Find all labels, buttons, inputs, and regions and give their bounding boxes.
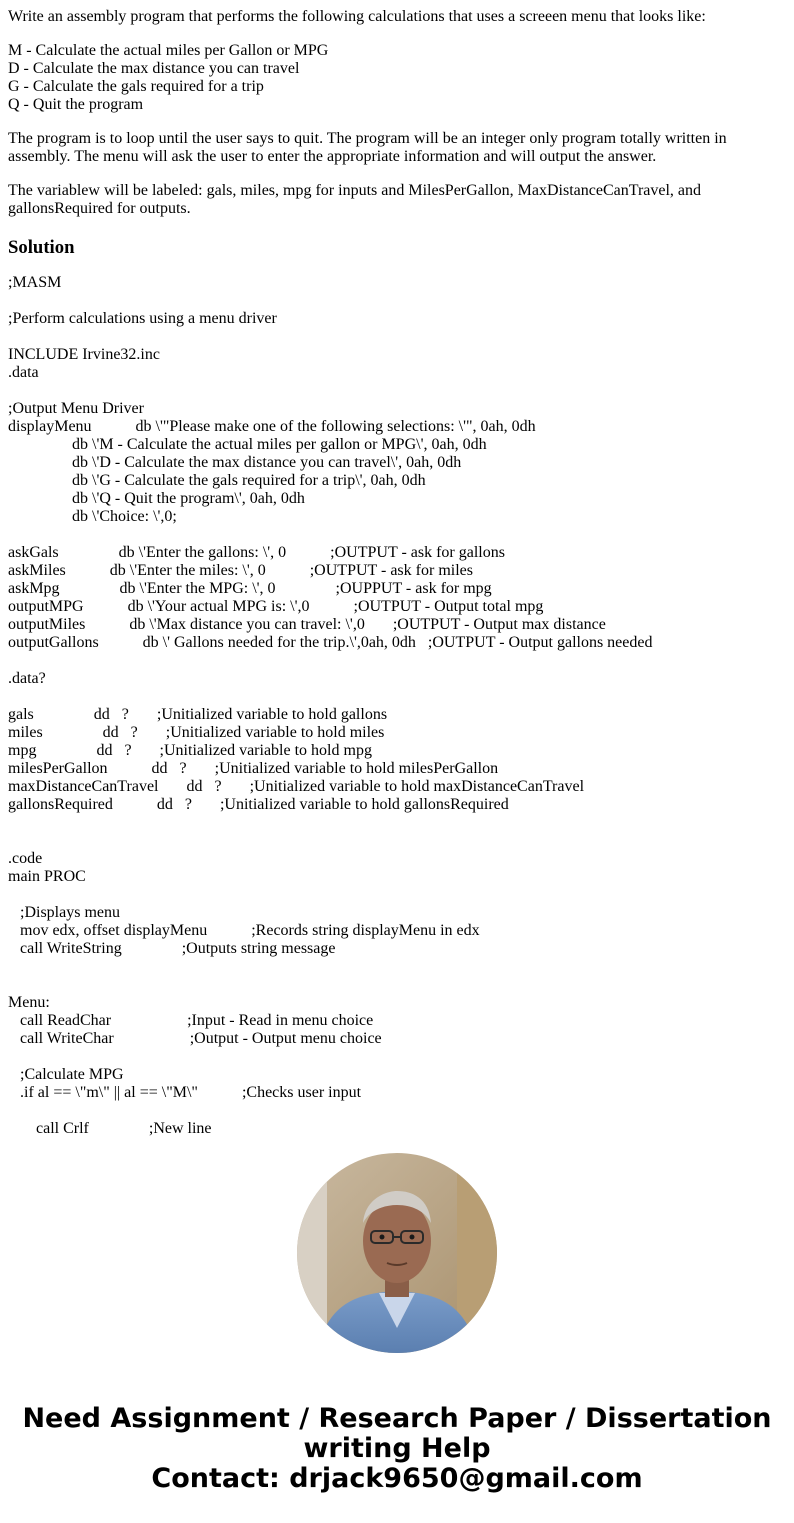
code-line	[8, 814, 786, 832]
code-line: outputMPG db \'Your actual MPG is: \',0 ;OUTPUT - Output total mpg	[8, 598, 544, 615]
code-line: INCLUDE Irvine32.inc	[8, 346, 160, 363]
code-line: .code	[8, 850, 43, 867]
document	[8, 8, 786, 1138]
help-banner-line1: Need Assignment / Research Paper / Dissertation	[22, 1403, 772, 1434]
code-line: milesPerGallon dd ? ;Unitialized variable to hold milesPerGallon	[8, 760, 499, 777]
code-line: Menu:	[8, 994, 50, 1011]
code-line: askGals db \'Enter the gallons: \', 0 ;OUTPUT - ask for gallons	[8, 544, 505, 561]
code-line: call WriteString ;Outputs string message	[8, 940, 336, 957]
menu-item-m: M - Calculate the actual miles per Gallon or MPG	[8, 42, 329, 59]
code-line: mov edx, offset displayMenu ;Records string displayMenu in edx	[8, 922, 480, 939]
code-line: ;Output Menu Driver	[8, 400, 144, 417]
question-paragraph-variables: The variablew will be labeled: gals, miles, mpg for inputs and MilesPerGallon, MaxDistanceCanTravel, and gallonsRequired for outputs.	[8, 182, 702, 217]
code-line: mpg dd ? ;Unitialized variable to hold mpg	[8, 742, 372, 759]
code-line: .if al == \"m\" || al == \"M\" ;Checks user input	[8, 1084, 362, 1101]
code-line	[8, 1048, 786, 1066]
code-line: askMpg db \'Enter the MPG: \', 0 ;OUPPUT - ask for mpg	[8, 580, 492, 597]
code-line: outputMiles db \'Max distance you can travel: \',0 ;OUTPUT - Output max distance	[8, 616, 606, 633]
code-line	[8, 382, 786, 400]
question-intro: Write an assembly program that performs the following calculations that uses a screeen menu that looks like:	[8, 8, 706, 25]
person-photo-icon	[297, 1153, 497, 1353]
code-line: gals dd ? ;Unitialized variable to hold gallons	[8, 706, 388, 723]
code-line	[8, 688, 786, 706]
menu-item-d: D - Calculate the max distance you can travel	[8, 60, 300, 77]
code-line: call WriteChar ;Output - Output menu choice	[8, 1030, 382, 1047]
code-line: outputGallons db \' Gallons needed for the trip.\',0ah, 0dh ;OUTPUT - Output gallons needed	[8, 634, 653, 651]
code-line: .data	[8, 364, 39, 381]
code-line: db \'Choice: \',0;	[8, 508, 177, 525]
code-line: db \'G - Calculate the gals required for a trip\', 0ah, 0dh	[8, 472, 426, 489]
menu-item-q: Q - Quit the program	[8, 96, 144, 113]
code-line	[8, 292, 786, 310]
code-line: db \'D - Calculate the max distance you can travel\', 0ah, 0dh	[8, 454, 462, 471]
code-line	[8, 886, 786, 904]
question-paragraph-loop: The program is to loop until the user says to quit. The program will be an integer only program totally written in assembly. The menu will ask the user to enter the appropriate information and will output the answer.	[8, 130, 727, 165]
code-line	[8, 652, 786, 670]
code-line	[8, 976, 786, 994]
code-line	[8, 832, 786, 850]
code-line: call ReadChar ;Input - Read in menu choice	[8, 1012, 374, 1029]
code-line: call Crlf ;New line	[8, 1120, 212, 1137]
code-line: ;Calculate MPG	[8, 1066, 124, 1083]
code-line: ;Displays menu	[8, 904, 120, 921]
code-line: gallonsRequired dd ? ;Unitialized variable to hold gallonsRequired	[8, 796, 509, 813]
code-line	[8, 958, 786, 976]
code-line: miles dd ? ;Unitialized variable to hold miles	[8, 724, 385, 741]
code-line: displayMenu db \'"Please make one of the following selections: \'", 0ah, 0dh	[8, 418, 536, 435]
code-line: .data?	[8, 670, 46, 687]
code-line	[8, 1102, 786, 1120]
menu-list	[8, 42, 786, 114]
solution-heading: Solution	[8, 237, 75, 258]
solution-code	[8, 274, 786, 1138]
code-line: askMiles db \'Enter the miles: \', 0 ;OUTPUT - ask for miles	[8, 562, 473, 579]
help-banner	[0, 1404, 794, 1494]
code-line: ;Perform calculations using a menu driver	[8, 310, 277, 327]
help-banner-line2: writing Help	[303, 1433, 491, 1464]
code-line	[8, 526, 786, 544]
code-line: main PROC	[8, 868, 86, 885]
code-line: db \'Q - Quit the program\', 0ah, 0dh	[8, 490, 305, 507]
code-line: maxDistanceCanTravel dd ? ;Unitialized variable to hold maxDistanceCanTravel	[8, 778, 585, 795]
code-line: ;MASM	[8, 274, 62, 291]
menu-item-g: G - Calculate the gals required for a trip	[8, 78, 264, 95]
code-line: db \'M - Calculate the actual miles per gallon or MPG\', 0ah, 0dh	[8, 436, 487, 453]
help-banner-contact: Contact: drjack9650@gmail.com	[151, 1463, 643, 1494]
code-line	[8, 328, 786, 346]
author-avatar	[297, 1153, 497, 1353]
